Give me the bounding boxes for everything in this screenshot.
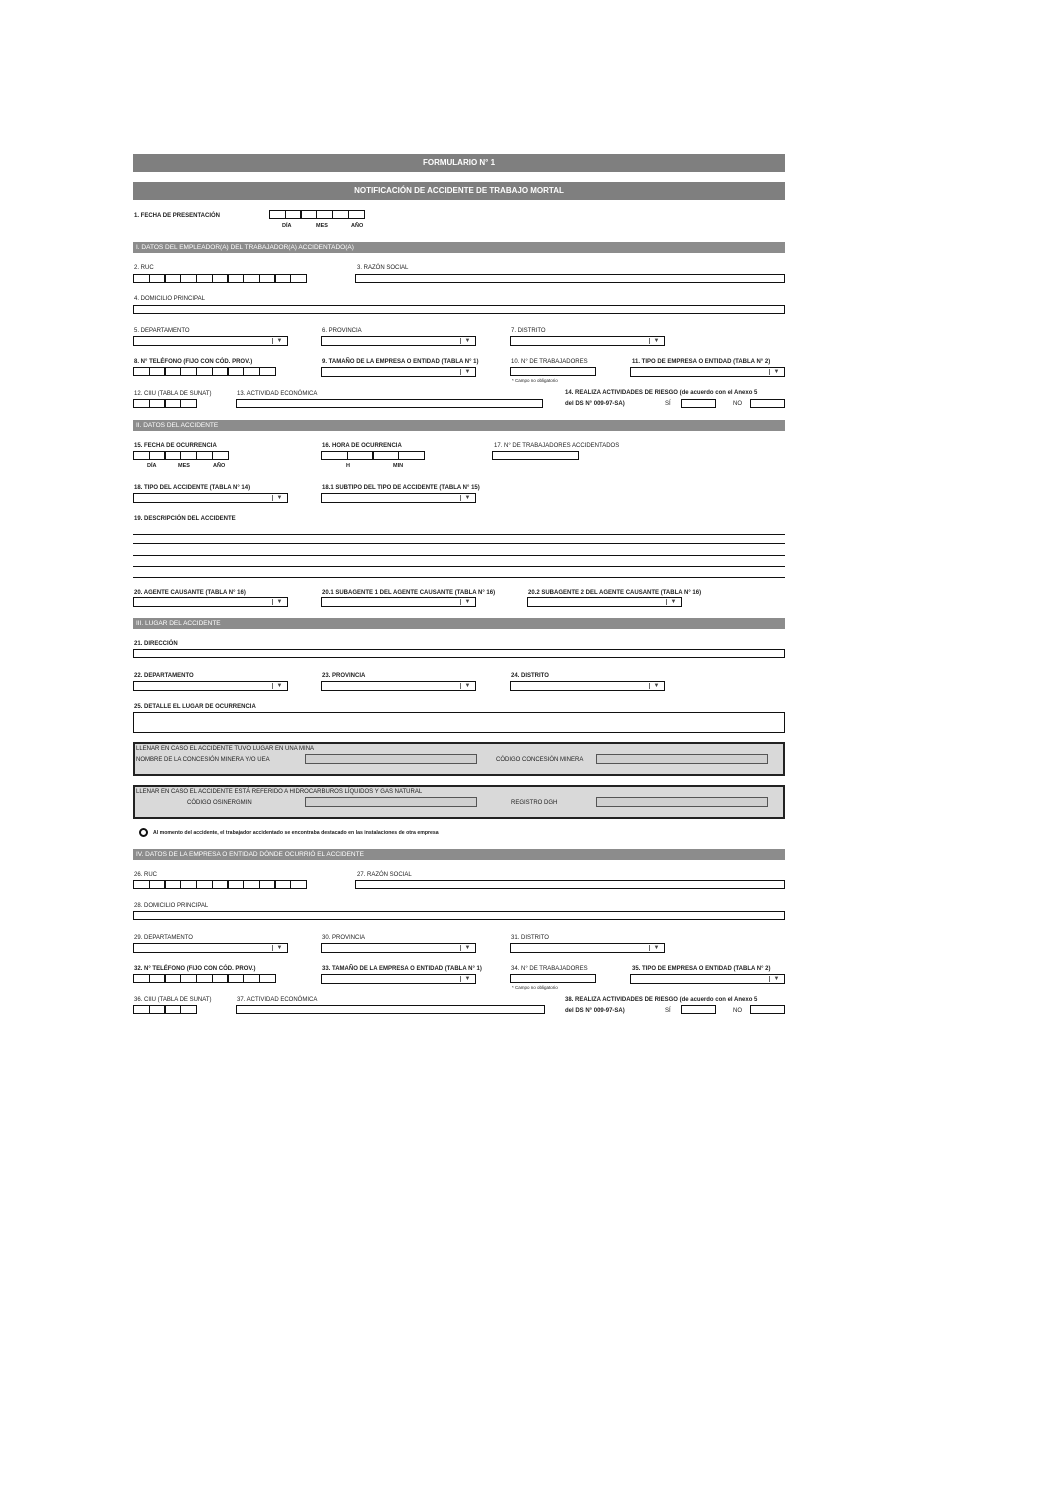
distrito-label: 7. DISTRITO	[511, 328, 546, 334]
empresa-trabajadores-label: 34. N° DE TRABAJADORES	[511, 966, 588, 972]
riesgo-no-box[interactable]	[750, 399, 785, 408]
lugar-provincia-select[interactable]	[321, 681, 476, 691]
descripcion-line[interactable]	[133, 577, 785, 578]
empresa-ruc-input[interactable]	[133, 880, 306, 889]
empresa-tamano-select[interactable]	[321, 974, 476, 984]
descripcion-line[interactable]	[133, 534, 785, 535]
fecha-ocurrencia-label: 15. FECHA DE OCURRENCIA	[134, 443, 217, 449]
empresa-departamento-select[interactable]	[133, 943, 288, 953]
empresa-tipo-label: 35. TIPO DE EMPRESA O ENTIDAD (TABLA N° 2)	[632, 966, 771, 972]
descripcion-label: 19. DESCRIPCIÓN DEL ACCIDENTE	[134, 516, 236, 522]
provincia-label: 6. PROVINCIA	[322, 328, 362, 334]
osinergmin-input[interactable]	[305, 797, 477, 807]
date-submission-label: 1. FECHA DE PRESENTACIÓN	[134, 213, 221, 219]
razon-social-input[interactable]	[355, 274, 785, 283]
empresa-actividad-input[interactable]	[236, 1005, 545, 1014]
empresa-domicilio-input[interactable]	[133, 911, 785, 920]
ruc-label: 2. RUC	[134, 265, 154, 271]
tipo-empresa-select[interactable]	[630, 367, 785, 377]
mina-codigo-label: CÓDIGO CONCESIÓN MINERA	[496, 757, 584, 763]
telefono-label: 8. N° TELÉFONO (FIJO CON CÓD. PROV.)	[134, 359, 253, 365]
empresa-provincia-select[interactable]	[321, 943, 476, 953]
dropdown-arrow-icon: ▼	[769, 369, 783, 375]
direccion-label: 21. DIRECCIÓN	[134, 641, 178, 647]
empresa-departamento-label: 29. DEPARTAMENTO	[134, 935, 193, 941]
form-title: FORMULARIO N° 1	[133, 154, 785, 172]
empresa-ruc-label: 26. RUC	[134, 872, 158, 878]
hora-ocurrencia-label: 16. HORA DE OCURRENCIA	[322, 443, 402, 449]
dropdown-arrow-icon: ▼	[460, 599, 474, 605]
lugar-departamento-select[interactable]	[133, 681, 288, 691]
dropdown-arrow-icon: ▼	[460, 976, 474, 982]
trabajadores-input[interactable]	[510, 367, 596, 376]
mina-codigo-input[interactable]	[596, 754, 768, 764]
empresa-campo-no-obligatorio-note: * Campo no obligatorio	[512, 985, 558, 990]
empresa-actividad-label: 37. ACTIVIDAD ECONÓMICA	[237, 997, 318, 1003]
agente-label: 20. AGENTE CAUSANTE (TABLA N° 16)	[134, 590, 246, 596]
domicilio-label: 4. DOMICILIO PRINCIPAL	[134, 296, 205, 302]
tipo-accidente-label: 18. TIPO DEL ACCIDENTE (TABLA N° 14)	[134, 485, 251, 491]
subagente-1-select[interactable]	[321, 597, 476, 607]
section-2-header: II. DATOS DEL ACCIDENTE	[133, 420, 785, 431]
form-subtitle: NOTIFICACIÓN DE ACCIDENTE DE TRABAJO MORTAL	[133, 182, 785, 200]
date-submission-cells[interactable]	[269, 210, 363, 219]
descripcion-line[interactable]	[133, 555, 785, 556]
dropdown-arrow-icon: ▼	[272, 599, 286, 605]
dropdown-arrow-icon: ▼	[272, 495, 286, 501]
empresa-no-label: NO	[733, 1008, 742, 1014]
dropdown-arrow-icon: ▼	[769, 976, 783, 982]
dropdown-arrow-icon: ▼	[666, 599, 680, 605]
year-label: AÑO	[351, 223, 364, 229]
empresa-domicilio-label: 28. DOMICILIO PRINCIPAL	[134, 903, 209, 909]
subagente-1-label: 20.1 SUBAGENTE 1 DEL AGENTE CAUSANTE (TABLA N° 16)	[322, 590, 496, 596]
no-label: NO	[733, 401, 742, 407]
mina-nombre-label: NOMBRE DE LA CONCESIÓN MINERA Y/O UEA	[136, 757, 270, 763]
dropdown-arrow-icon: ▼	[649, 338, 663, 344]
dropdown-arrow-icon: ▼	[460, 683, 474, 689]
subtipo-accidente-label: 18.1 SUBTIPO DEL TIPO DE ACCIDENTE (TABLA N° 15)	[322, 485, 480, 491]
dropdown-arrow-icon: ▼	[649, 945, 663, 951]
dropdown-arrow-icon: ▼	[272, 683, 286, 689]
empresa-telefono-label: 32. N° TELÉFONO (FIJO CON CÓD. PROV.)	[134, 966, 256, 972]
distrito-select[interactable]	[510, 336, 665, 346]
empresa-provincia-label: 30. PROVINCIA	[322, 935, 366, 941]
dropdown-arrow-icon: ▼	[460, 945, 474, 951]
accidentados-label: 17. N° DE TRABAJADORES ACCIDENTADOS	[494, 443, 620, 449]
hidro-title: LLENAR EN CASO EL ACCIDENTE ESTÁ REFERIDO A HIDROCARBUROS LÍQUIDOS Y GAS NATURAL	[136, 789, 423, 795]
dgh-label: REGISTRO DGH	[511, 800, 558, 806]
hidrocarburos-panel	[133, 785, 785, 819]
provincia-select[interactable]	[321, 336, 476, 346]
descripcion-line[interactable]	[133, 566, 785, 567]
empresa-riesgo-label: 38. REALIZA ACTIVIDADES DE RIESGO (de acuerdo con el Anexo 5	[565, 997, 758, 1003]
dgh-input[interactable]	[596, 797, 768, 807]
empresa-trabajadores-input[interactable]	[510, 974, 596, 983]
tamano-label: 9. TAMAÑO DE LA EMPRESA O ENTIDAD (TABLA N° 1)	[322, 359, 479, 365]
domicilio-input[interactable]	[133, 305, 785, 314]
razon-social-label: 3. RAZÓN SOCIAL	[357, 265, 409, 271]
dropdown-arrow-icon: ▼	[649, 683, 663, 689]
empresa-tamano-label: 33. TAMAÑO DE LA EMPRESA O ENTIDAD (TABLA N° 1)	[322, 966, 482, 972]
empresa-riesgo-no-box[interactable]	[750, 1005, 785, 1014]
radio-icon[interactable]	[139, 828, 148, 837]
empresa-riesgo-label-2: del DS N° 009-97-SA)	[565, 1008, 625, 1014]
subagente-2-select[interactable]	[527, 597, 682, 607]
dropdown-arrow-icon: ▼	[272, 338, 286, 344]
lugar-departamento-label: 22. DEPARTAMENTO	[134, 673, 194, 679]
section-3-header: III. LUGAR DEL ACCIDENTE	[133, 618, 785, 629]
empresa-razon-input[interactable]	[355, 880, 785, 889]
lugar-distrito-label: 24. DISTRITO	[511, 673, 549, 679]
fecha-ocurrencia-cells[interactable]	[133, 451, 227, 460]
dropdown-arrow-icon: ▼	[460, 338, 474, 344]
lugar-distrito-select[interactable]	[510, 681, 665, 691]
campo-no-obligatorio-note: * Campo no obligatorio	[512, 378, 558, 383]
ano-label: AÑO	[213, 463, 226, 469]
subtipo-accidente-select[interactable]	[321, 493, 476, 503]
mina-panel	[133, 742, 785, 776]
dropdown-arrow-icon: ▼	[272, 945, 286, 951]
mes-label: MES	[178, 463, 190, 469]
empresa-ciiu-input[interactable]	[133, 1005, 196, 1014]
h-label: H	[346, 463, 350, 469]
min-label: MIN	[393, 463, 404, 469]
tipo-accidente-select[interactable]	[133, 493, 288, 503]
osinergmin-label: CÓDIGO OSINERGMIN	[187, 800, 252, 806]
ciiu-input[interactable]	[133, 399, 196, 408]
subagente-2-label: 20.2 SUBAGENTE 2 DEL AGENTE CAUSANTE (TABLA N° 16)	[528, 590, 702, 596]
riesgo-label: 14. REALIZA ACTIVIDADES DE RIESGO (de acuerdo con el Anexo 5	[565, 390, 758, 396]
riesgo-si-box[interactable]	[681, 399, 716, 408]
direccion-input[interactable]	[133, 649, 785, 658]
empresa-si-label: SÍ	[665, 1008, 671, 1014]
month-label: MES	[316, 223, 328, 229]
empresa-telefono-input[interactable]	[133, 974, 274, 983]
ciiu-label: 12. CIIU (TABLA DE SUNAT)	[134, 391, 212, 397]
empresa-distrito-label: 31. DISTRITO	[511, 935, 549, 941]
departamento-select[interactable]	[133, 336, 288, 346]
empresa-riesgo-si-box[interactable]	[681, 1005, 716, 1014]
empresa-tipo-select[interactable]	[630, 974, 785, 984]
trabajadores-label: 10. N° DE TRABAJADORES	[511, 359, 588, 365]
descripcion-line[interactable]	[133, 543, 785, 544]
tamano-select[interactable]	[321, 367, 476, 377]
day-label: DÍA	[282, 223, 292, 229]
agente-select[interactable]	[133, 597, 288, 607]
detalle-lugar-label: 25. DETALLE EL LUGAR DE OCURRENCIA	[134, 704, 256, 710]
detalle-lugar-input[interactable]	[133, 712, 785, 733]
ruc-input[interactable]	[133, 274, 306, 283]
actividad-input[interactable]	[236, 399, 543, 408]
dia-label: DÍA	[147, 463, 157, 469]
destacado-note: Al momento del accidente, el trabajador accidentado se encontraba destacado en las instalaciones de otra empresa	[153, 830, 439, 836]
dropdown-arrow-icon: ▼	[460, 369, 474, 375]
telefono-input[interactable]	[133, 367, 274, 376]
empresa-distrito-select[interactable]	[510, 943, 665, 953]
dropdown-arrow-icon: ▼	[460, 495, 474, 501]
section-1-header: I. DATOS DEL EMPLEADOR(A) DEL TRABAJADOR(A) ACCIDENTADO(A)	[133, 242, 785, 253]
accidentados-input[interactable]	[492, 451, 579, 460]
empresa-razon-label: 27. RAZÓN SOCIAL	[357, 872, 412, 878]
mina-nombre-input[interactable]	[305, 754, 477, 764]
mina-title: LLENAR EN CASO EL ACCIDENTE TUVO LUGAR EN UNA MINA	[136, 746, 315, 752]
empresa-ciiu-label: 36. CIIU (TABLA DE SUNAT)	[134, 997, 212, 1003]
departamento-label: 5. DEPARTAMENTO	[134, 328, 190, 334]
riesgo-label-2: del DS N° 009-97-SA)	[565, 401, 625, 407]
section-4-header: IV. DATOS DE LA EMPRESA O ENTIDAD DÓNDE OCURRIÓ EL ACCIDENTE	[133, 849, 785, 860]
lugar-provincia-label: 23. PROVINCIA	[322, 673, 366, 679]
actividad-label: 13. ACTIVIDAD ECONÓMICA	[237, 391, 318, 397]
tipo-empresa-label: 11. TIPO DE EMPRESA O ENTIDAD (TABLA N° 2)	[632, 359, 771, 365]
si-label: SÍ	[665, 401, 671, 407]
hora-ocurrencia-cells[interactable]	[321, 451, 424, 460]
